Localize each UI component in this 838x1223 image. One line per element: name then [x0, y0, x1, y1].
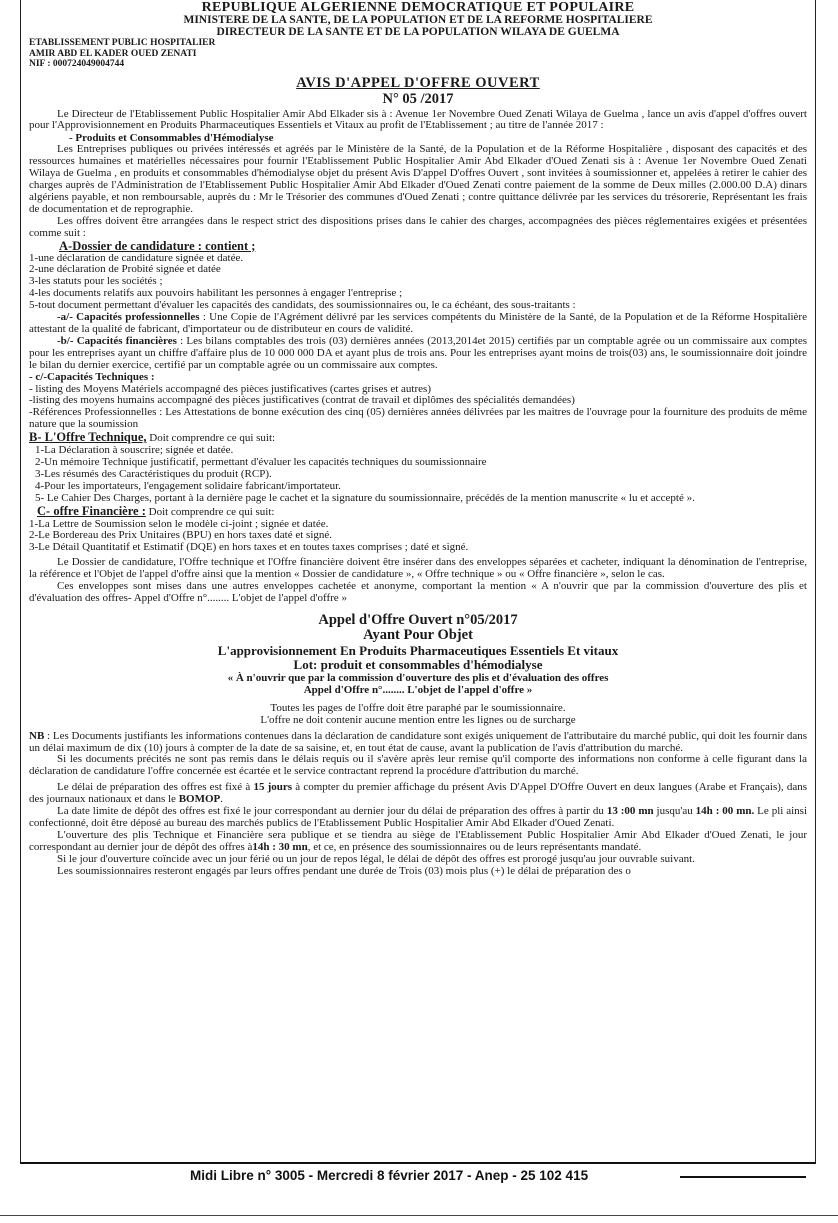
capacites-techniques-list: [29, 384, 807, 432]
section-a-heading: A-Dossier de candidature : contient ;: [59, 238, 256, 253]
list-item: 2-Le Bordereau des Prix Unitaires (BPU) en hors taxes daté et signé.: [29, 529, 333, 542]
nb-paragraph: NB : Les Documents justifiants les informations contenues dans la déclaration de candidature sont exigés uniquement de l'attributaire du marché public, qui doit les fournir dans un délai maximum de dix (10) jours à compter de la date de sa saisine, et, en tout état de cause, avant la publication de l'avis d'attribution du marché.: [29, 729, 807, 754]
establishment-block: [29, 38, 807, 70]
section-c-heading: C- offre Financière : Doit comprendre ce qui suit:: [37, 503, 275, 518]
lot-label: - Produits et Consommables d'Hémodialyse: [69, 132, 274, 145]
list-item: 3-Les résumés des Caractéristiques du produit (RCP).: [35, 467, 272, 480]
notice-number: N° 05 /2017: [382, 90, 454, 107]
no-mention-line: L'offre ne doit contenir aucune mention entre les lignes ou de surcharge: [260, 713, 576, 726]
capacites-techniques-label: - c/-Capacités Techniques :: [29, 370, 155, 383]
date-limite-paragraph: La date limite de dépôt des offres est fixé le jour correspondant au dernier jour du délai de préparation des offres à partir du 13 :00 mn jusqu'au 14h : 00 mn. Le pli ainsi confectionné, doit être déposé au bureau des marchés publics de l'Etablissement Public Hospitalier Amir Abd Elkader d'Oued Zenati.: [29, 805, 808, 829]
announcement-objet: Ayant Pour Objet: [363, 627, 473, 644]
list-item: 4-Pour les importateurs, l'engagement solidaire fabricant/importateur.: [35, 479, 341, 492]
list-item: 1-La Lettre de Soumission selon le modèle ci-joint ; signée et datée.: [29, 517, 329, 530]
establishment-name: AMIR ABD EL KADER OUED ZENATI: [29, 48, 197, 59]
bottom-divider: [0, 1215, 838, 1216]
section-c-list: [29, 519, 807, 555]
footer-rule: [680, 1176, 806, 1178]
list-item: 3-les statuts pour les sociétés ;: [29, 275, 163, 288]
offres-arrangees-paragraph: Les offres doivent être arrangées dans le respect strict des dispositions prises dans le cahier des charges, accompagnées des pièces réglementaires exigées et présentées comme suit :: [29, 214, 807, 239]
list-item: -Références Professionnelles : Les Attestations de bonne exécution des cinq (05) dernières années délivrées par les maitres de l'ouvrage pour la fourniture des produits de même nature que la soumission: [29, 406, 807, 431]
announcement-mention-1: « À n'ouvrir que par la commission d'ouverture des plis et d'évaluation des offres: [227, 671, 609, 684]
ouverture-paragraph: L'ouverture des plis Technique et Financière sera publique et se tiendra au siège de l'Etablissement Public Hospitalier Amir Abd Elkader d'Oued Zenati, le jour correspondant au dernier jour de dépôt des offres à14h : 30 mn, et ce, en présence des soumissionnaires ou de leurs représentants mandaté.: [29, 828, 807, 853]
list-item: 2-une déclaration de Probité signée et datée: [29, 263, 221, 276]
list-item: 5-tout document permettant d'évaluer les capacités des candidats, des soumissionnaires ou, le ca échéant, des sous-traitants :: [29, 299, 576, 312]
engagement-paragraph: Les soumissionnaires resteront engagés par leurs offres pendant une durée de Trois (03) mois plus (+) le délai de préparation des o: [57, 864, 631, 877]
list-item: 5- Le Cahier Des Charges, portant à la dernière page le cachet et la signature du soumissionnaire, précédés de la mention manuscrite « lu et accepté ».: [35, 491, 695, 504]
section-b-heading: B- L'Offre Technique, Doit comprendre ce qui suit:: [29, 430, 276, 445]
list-item: 3-Le Détail Quantitatif et Estimatif (DQE) en hors taxes et en toutes taxes comprises ; daté et signé.: [29, 541, 469, 554]
footer-publication: Midi Libre n° 3005 - Mercredi 8 février 2017 - Anep - 25 102 415: [190, 1168, 589, 1183]
pages-paraphe-line: Toutes les pages de l'offre doit être paraphé par le soumissionnaire.: [270, 701, 566, 714]
enveloppes-mises-paragraph: Ces enveloppes sont mises dans une autres enveloppes cachetée et anonyme, comportant la mention « A n'ouvrir que par la commission d'ouverture des plis et d'évaluation des offres- Appel d'Offre n°........ L'objet de l'appel d'offre »: [29, 580, 807, 604]
document-page: [20, 0, 816, 1164]
si-documents-paragraph: Si les documents précités ne sont pas remis dans le délais requis ou il s'avère après leur remise qu'il comporte des informations non conforme à celle figurant dans la déclaration de candidature l'offre concernée est écartée et le service contractant reprend la procédure d'attribution du marché.: [29, 753, 807, 778]
establishment-line: ETABLISSEMENT PUBLIC HOSPITALIER: [29, 38, 216, 48]
announcement-title: Appel d'Offre Ouvert n°05/2017: [318, 611, 518, 628]
announcement-lot: Lot: produit et consommables d'hémodialyse: [293, 656, 543, 672]
delai-preparation-paragraph: Le délai de préparation des offres est fixé à 15 jours à compter du premier affichage du présent Avis D'Appel D'Offre Ouvert en deux langues (Arabe et Français), dans des journaux nationaux et dans le BOMOP.: [29, 781, 807, 806]
republic-title: REPUBLIQUE ALGERIENNE DEMOCRATIQUE ET POPULAIRE: [201, 0, 635, 15]
list-item: 1-La Déclaration à souscrire; signée et datée.: [35, 444, 234, 457]
capacites-financieres: -b/- Capacités financières : Les bilans comptables des trois (03) dernières années (2013,2014et 2015) certifiés par un comptable agrée ou un commissaire aux comptes pour les entreprises ayant un chiffre d'affaire plus de 10 000 000 DA et ayant plus de trois ans. Pour les entreprises ayant moins de trois(03) ans, le soumissionnaire doit joindre le bilan du dernier exercice, certifié par un comptable agrée ou un commissaire aux comptes.: [29, 334, 807, 371]
list-item: -listing des moyens humains accompagné des pièces justificatives (contrat de travail et diplômes des spécialités demandées): [29, 394, 575, 407]
capacites-financieres-label: -b/- Capacités financières: [57, 334, 177, 347]
footer: [0, 1164, 838, 1186]
ferie-paragraph: Si le jour d'ouverture coïncide avec un jour férié ou un jour de repos légal, le délai de dépôt des offres est prorogé jusqu'au jour ouvrable suivant.: [57, 852, 695, 865]
list-item: - listing des Moyens Matériels accompagné des pièces justificatives (cartes grises et autres): [29, 382, 431, 395]
section-b-list: [35, 445, 807, 505]
announcement-approvisionnement: L'approvisionnement En Produits Pharmaceutiques Essentiels Et vitaux: [217, 642, 619, 658]
section-a-list: [29, 253, 807, 313]
dossier-enveloppes-paragraph: Le Dossier de candidature, l'Offre technique et l'Offre financière doivent être insérer dans des enveloppes séparées et cacheter, indiquant la dénomination de l'entreprise, la référence et l'Objet de l'appel d'offre ainsi que la mention « Dossier de candidature », « Offre technique » ou « Offre financière », selon le cas.: [29, 556, 807, 581]
list-item: 4-les documents relatifs aux pouvoirs habilitant les personnes à engager l'entreprise ;: [29, 287, 403, 300]
nb-label: NB: [29, 729, 45, 742]
nif-line: NIF : 000724049004744: [29, 59, 125, 69]
notice-title: AVIS D'APPEL D'OFFRE OUVERT: [296, 74, 540, 91]
entreprises-paragraph: Les Entreprises publiques ou privées intéressés et agréés par le Ministère de la Santé, de la Population et de la Réforme Hospitalière , disposant des capacités et des ressources humaines et matérielles nécessaires pour fournir l'Etablissement Public Hospitalier Amir Abd Elkader d'Oued Zenati sis à : Avenue 1er Novembre Oued Zenati Wilaya de Guelma , en produits et consommables d'hémodialyse objet du présent Avis D'appel D'offres Ouvert , sont invitées à soumissionner et, appelées à retirer le cahier des charges auprès de l'Administration de l'Etablissement Public Hospitalier Amir Abd Elkader d'Oued Zenati contre paiement de la somme de Deux milles (2.000.00 D.A) dinars algériens payable, et non remboursable, auprès du : Mr le Trésorier des communes d'Oued Zenati ; contre quittance délivrée par les services du trésorerie, Représentant les frais de documentation et de reprographie.: [29, 143, 807, 215]
capacites-professionnelles: -a/- Capacités professionnelles : Une Copie de l'Agrément délivré par les services compétents du Ministère de la Santé, de la Population et de la Réforme Hospitalière attestant de la qualité de fabricant, d'importateur ou de distributeur en cours de validité.: [29, 311, 807, 335]
announcement-mention-2: Appel d'Offre n°........ L'objet de l'appel d'offre »: [303, 684, 533, 697]
letterhead: [29, 2, 807, 38]
capacites-professionnelles-label: -a/- Capacités professionnelles: [57, 311, 200, 324]
intro-paragraph: Le Directeur de l'Etablissement Public Hospitalier Amir Abd Elkader sis à : Avenue 1er Novembre Oued Zenati Wilaya de Guelma , lance un avis d'appel d'offres ouvert pour l'Approvisionnement en Produits Pharmaceutiques Essentiels et Vitaux au profit de l'Etablissement ; au titre de l'année 2017 :: [29, 107, 807, 132]
direction-line: DIRECTEUR DE LA SANTE ET DE LA POPULATION WILAYA DE GUELMA: [216, 26, 620, 38]
ministry-line: MINISTERE DE LA SANTE, DE LA POPULATION ET DE LA REFORME HOSPITALIERE: [183, 14, 653, 26]
list-item: 2-Un mémoire Technique justificatif, permettant d'évaluer les capacités techniques du soumissionnaire: [35, 455, 487, 468]
list-item: 1-une déclaration de candidature signée et datée.: [29, 251, 244, 264]
